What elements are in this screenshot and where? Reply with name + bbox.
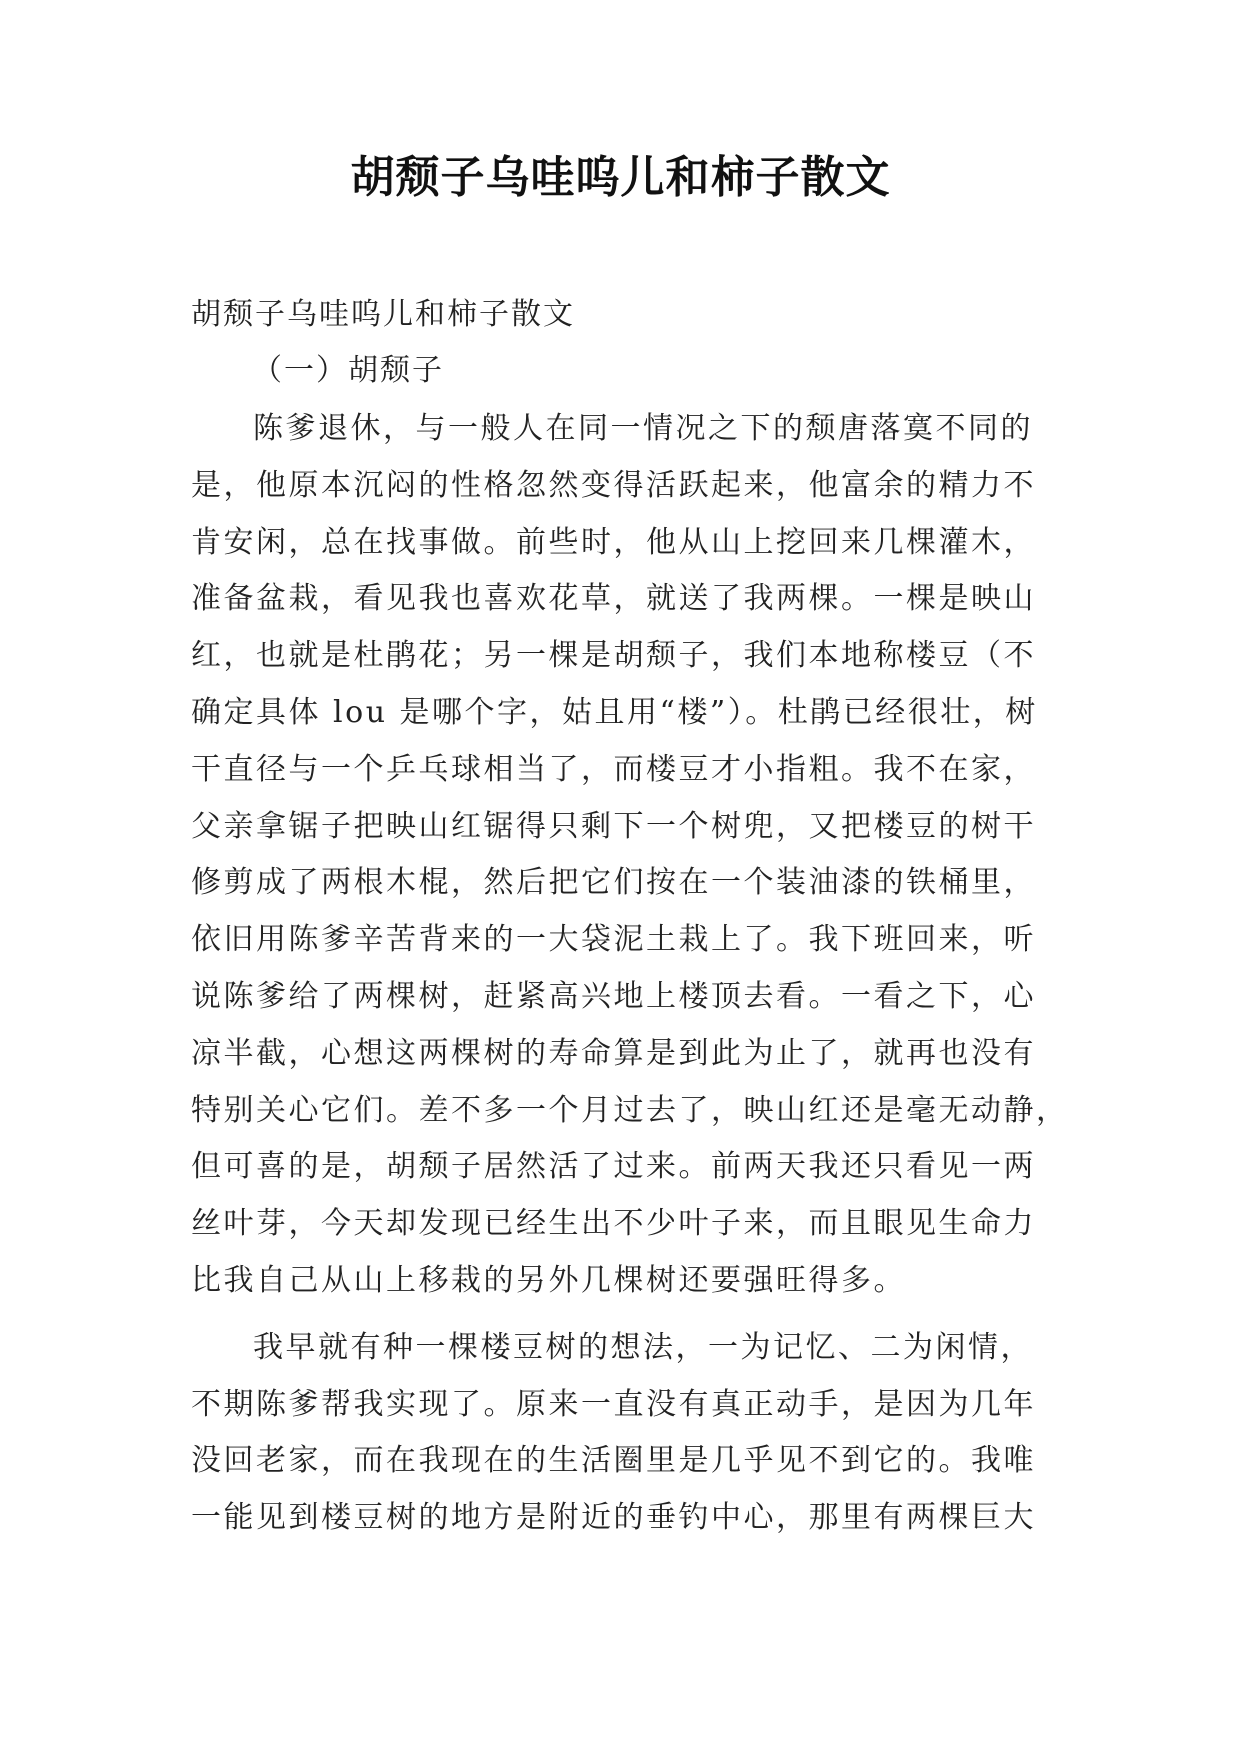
paragraph-line: 准备盆栽，看见我也喜欢花草，就送了我两棵。一棵是映山 <box>191 581 1036 617</box>
paragraph-line: 丝叶芽，今天却发现已经生出不少叶子来，而且眼见生命力 <box>191 1206 1036 1242</box>
paragraph-line: 凉半截，心想这两棵树的寿命算是到此为止了，就再也没有 <box>191 1035 1036 1071</box>
paragraph-line: 干直径与一个乒乓球相当了，而楼豆才小指粗。我不在家， <box>191 751 1036 787</box>
paragraph-line: 说陈爹给了两棵树，赶紧高兴地上楼顶去看。一看之下，心 <box>191 978 1036 1014</box>
section-heading: （一）胡颓子 <box>252 353 444 388</box>
document-subtitle: 胡颓子乌哇呜儿和柿子散文 <box>191 297 575 332</box>
paragraph-line: 是，他原本沉闷的性格忽然变得活跃起来，他富余的精力不 <box>191 467 1036 503</box>
paragraph-line: 确定具体 lou 是哪个字，姑且用“楼”）。杜鹃已经很壮，树 <box>191 694 1038 730</box>
paragraph-line: 但可喜的是，胡颓子居然活了过来。前两天我还只看见一两 <box>191 1149 1036 1185</box>
document-body <box>191 401 1071 1547</box>
paragraph-gap <box>191 1310 1071 1320</box>
document-title: 胡颓子乌哇呜儿和柿子散文 <box>350 152 891 203</box>
paragraph-line: 肯安闲，总在找事做。前些时，他从山上挖回来几棵灌木， <box>191 524 1036 560</box>
paragraph-line: 我早就有种一棵楼豆树的想法，一为记忆、二为闲情， <box>253 1329 1033 1365</box>
paragraph-line: 不期陈爹帮我实现了。原来一直没有真正动手，是因为几年 <box>191 1386 1036 1422</box>
paragraph-line: 特别关心它们。差不多一个月过去了，映山红还是毫无动静， <box>191 1092 1069 1128</box>
paragraph-line: 红，也就是杜鹃花；另一棵是胡颓子，我们本地称楼豆（不 <box>191 638 1036 674</box>
paragraph-line: 陈爹退休，与一般人在同一情况之下的颓唐落寞不同的 <box>253 411 1033 446</box>
paragraph-line: 修剪成了两根木棍，然后把它们按在一个装油漆的铁桶里， <box>191 865 1036 901</box>
paragraph-line: 父亲拿锯子把映山红锯得只剩下一个树兜，又把楼豆的树干 <box>191 808 1036 844</box>
paragraph-line: 没回老家，而在我现在的生活圈里是几乎见不到它的。我唯 <box>191 1443 1036 1479</box>
paragraph-line: 一能见到楼豆树的地方是附近的垂钓中心，那里有两棵巨大 <box>191 1500 1036 1536</box>
paragraph-line: 依旧用陈爹辛苦背来的一大袋泥土栽上了。我下班回来，听 <box>191 922 1036 958</box>
paragraph-line: 比我自己从山上移栽的另外几棵树还要强旺得多。 <box>191 1262 906 1298</box>
